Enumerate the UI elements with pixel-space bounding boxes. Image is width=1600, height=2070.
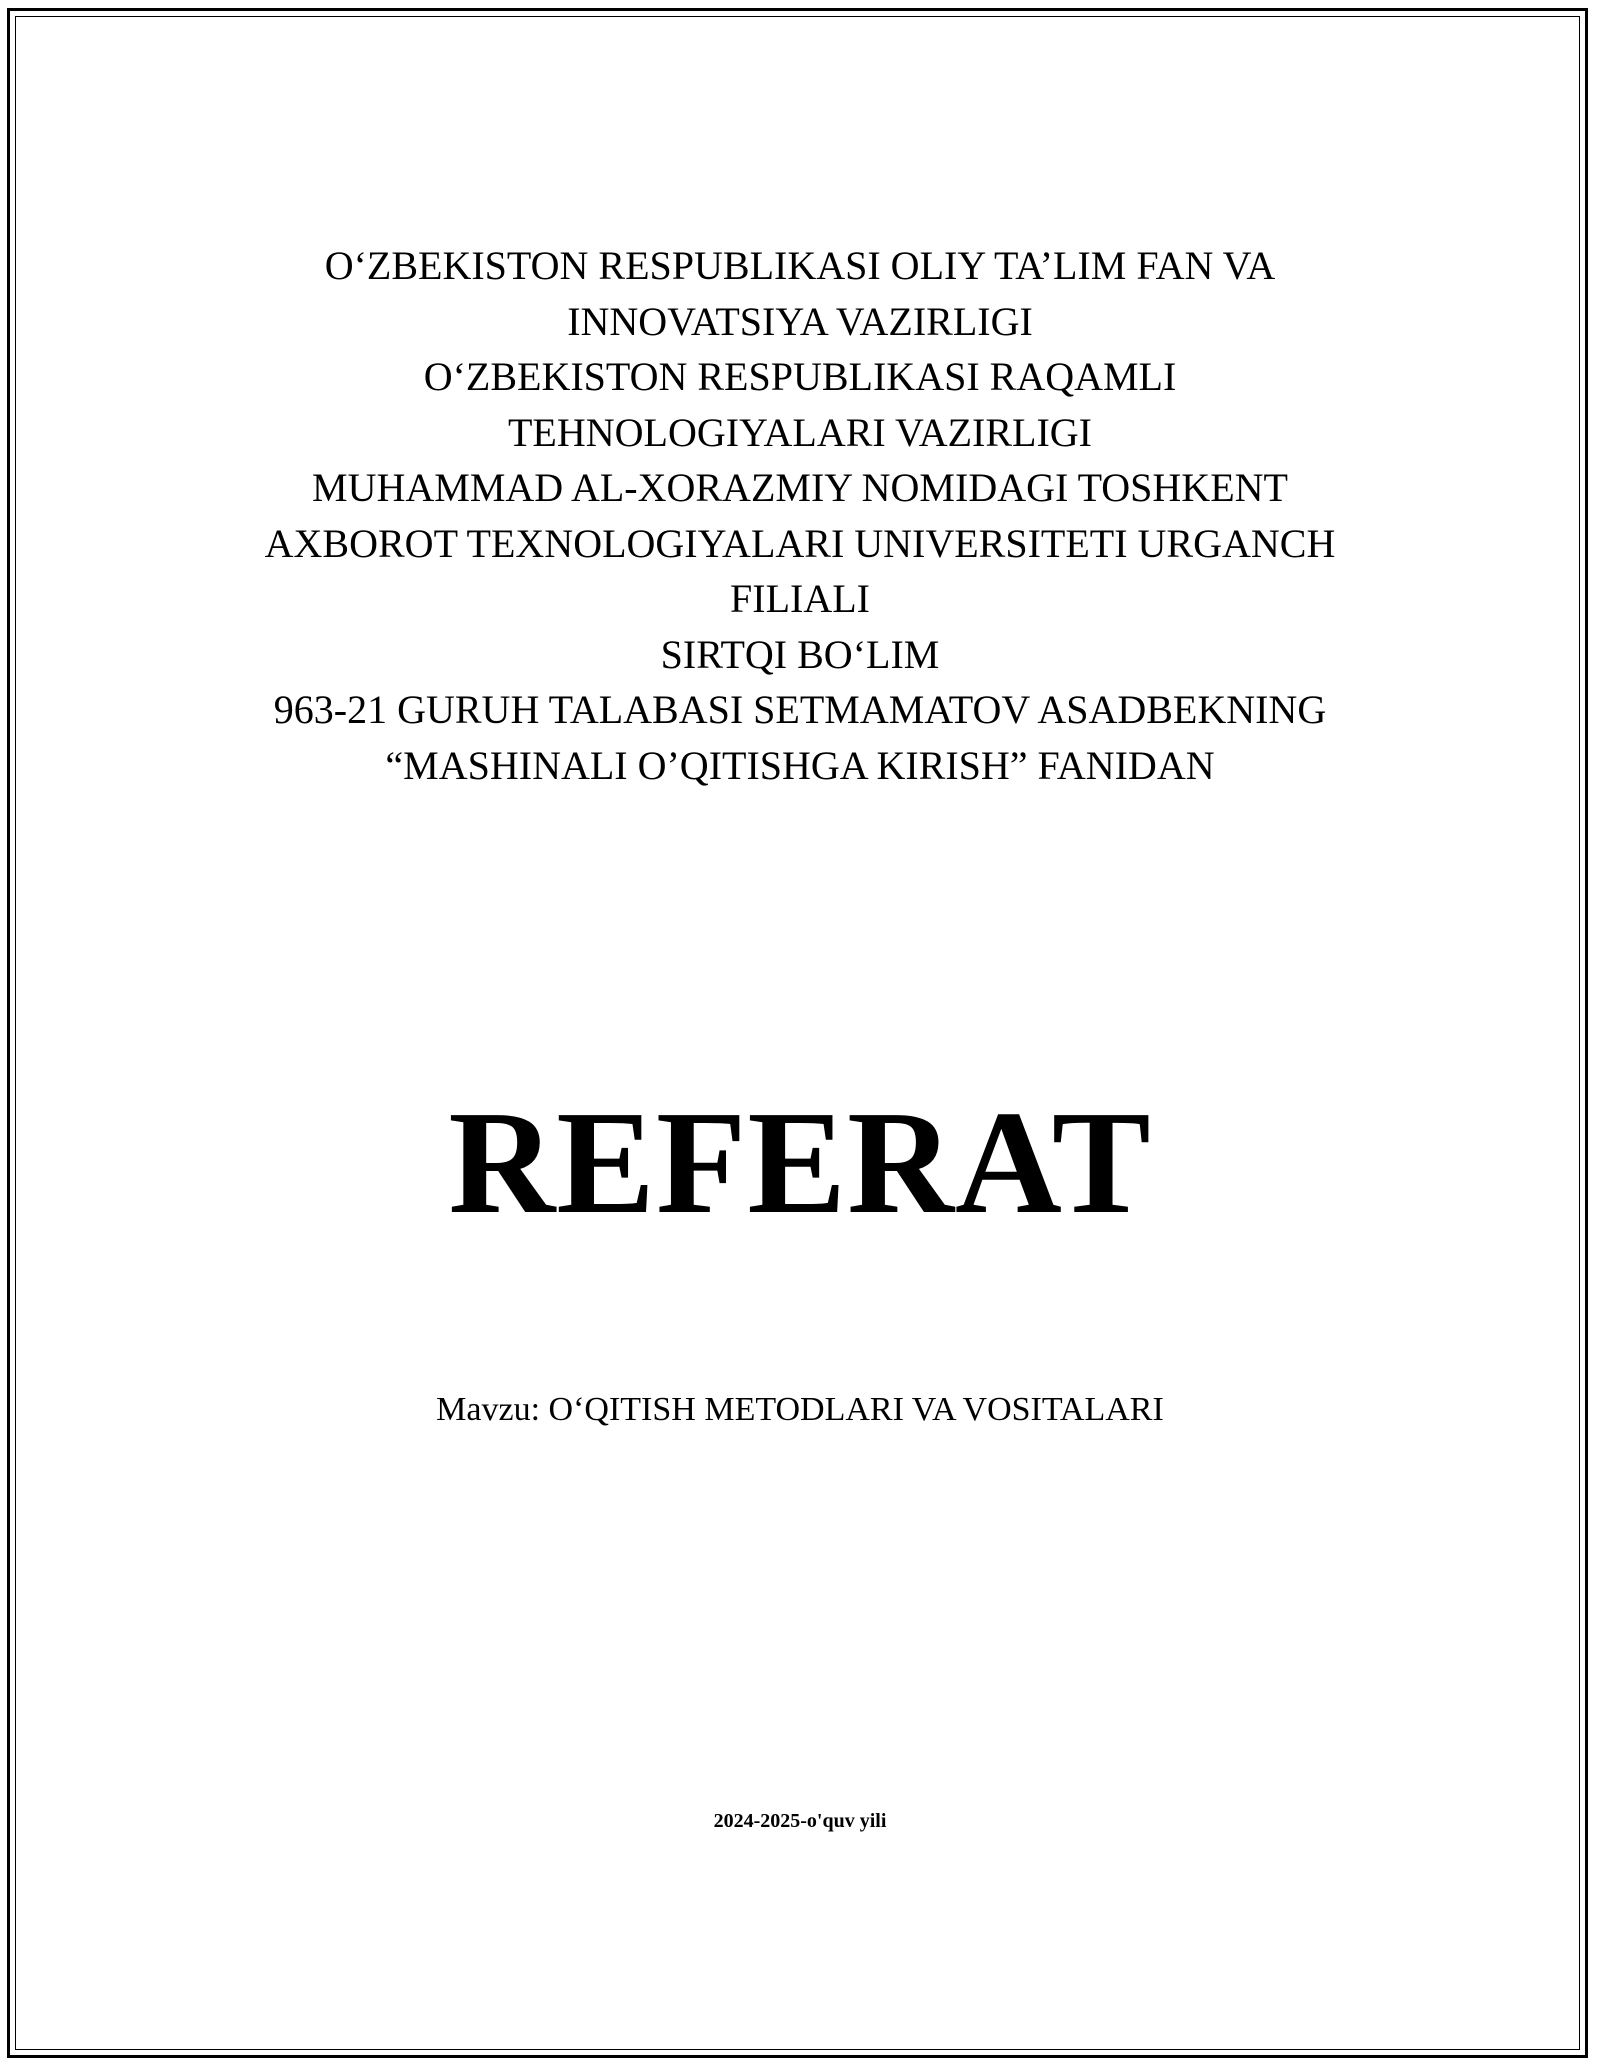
header-line: TEHNOLOGIYALARI VAZIRLIGI xyxy=(507,409,1092,455)
header-line: “MASHINALI O’QITISHGA KIRISH” FANIDAN xyxy=(385,742,1215,788)
header-line: SIRTQI BO‘LIM xyxy=(660,631,940,677)
institution-header xyxy=(0,238,1600,793)
header-line: MUHAMMAD AL-XORAZMIY NOMIDAGI TOSHKENT xyxy=(312,465,1288,510)
topic-line: Mavzu: O‘QITISH METODLARI VA VOSITALARI xyxy=(436,1391,1164,1428)
header-line: O‘ZBEKISTON RESPUBLIKASI RAQAMLI xyxy=(423,354,1177,399)
header-line: FILIALI xyxy=(730,576,870,621)
document-title: REFERAT xyxy=(448,1081,1152,1245)
header-line: 963-21 GURUH TALABASI SETMAMATOV ASADBEKNING xyxy=(273,687,1327,732)
header-line: AXBOROT TEXNOLOGIYALARI UNIVERSITETI URGANCH xyxy=(264,520,1336,566)
header-line: O‘ZBEKISTON RESPUBLIKASI OLIY TA’LIM FAN VA xyxy=(324,243,1276,288)
academic-year: 2024-2025-o'quv yili xyxy=(713,1810,887,1832)
header-line: INNOVATSIYA VAZIRLIGI xyxy=(567,298,1033,344)
